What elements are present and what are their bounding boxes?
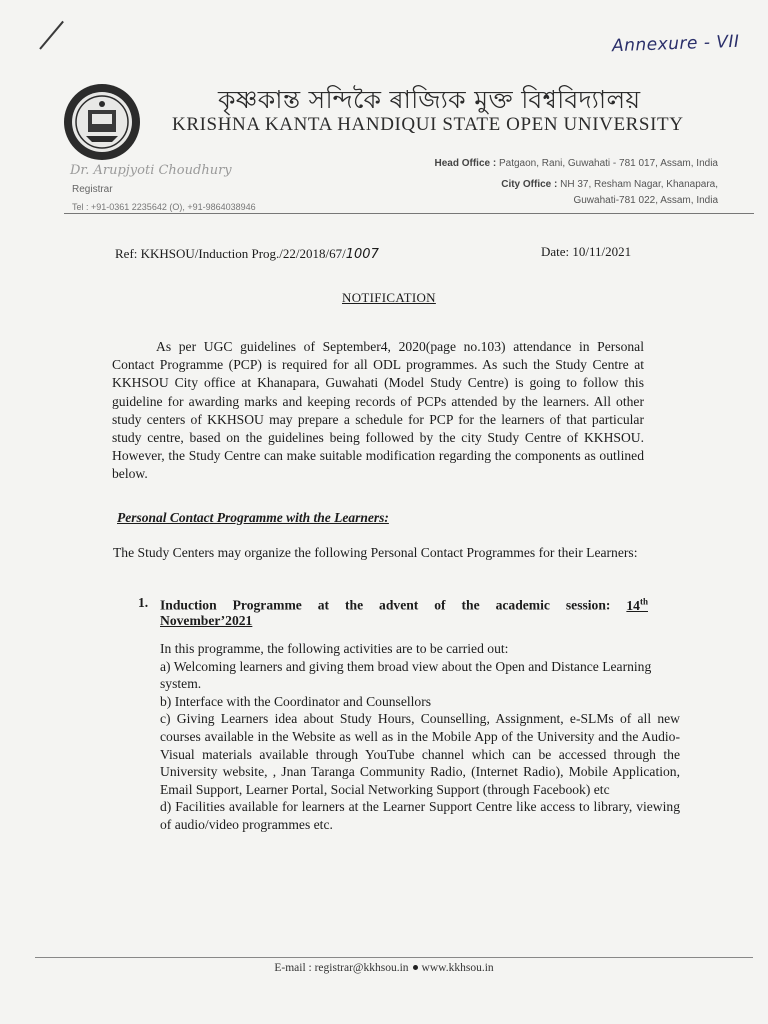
head-office-address: [360, 158, 718, 169]
university-seal-icon: [62, 82, 142, 162]
telephone: Tel : +91-0361 2235642 (O), +91-9864038946: [72, 202, 256, 212]
section-heading: Personal Contact Programme with the Learners:: [117, 510, 389, 525]
activities-list: [160, 640, 680, 834]
footer-email: E-mail : registrar@kkhsou.in: [274, 962, 409, 974]
activities-intro: In this programme, the following activities are to be carried out:: [160, 641, 509, 656]
activity-d: d) Facilities available for learners at the Learner Support Centre like access to library, viewing of audio/video programmes etc.: [160, 799, 680, 832]
item-number: 1.: [138, 595, 149, 610]
signatory-role: Registrar: [72, 184, 113, 195]
annexure-annotation: Annexure - VII: [611, 31, 740, 57]
activity-c: c) Giving Learners idea about Study Hours, Counselling, Assignment, e-SLMs of all new courses available in the Website as well as in the Mobile App of the University and the Audio-Visual materials available through YouTube channel which can be accessed through the University website, , Jnan Taranga Community Radio, (Internet Radio), Mobile Application, Email Support, Learner Portal, Social Networking Support (through Facebook) etc: [160, 711, 680, 797]
footer-contact: [0, 962, 768, 974]
pen-mark: [39, 21, 64, 50]
reference-text: Ref: KKHSOU/Induction Prog./22/2018/67/: [115, 246, 346, 261]
footer-divider: [35, 957, 753, 958]
city-office-value-line1: NH 37, Resham Nagar, Khanapara,: [560, 179, 718, 190]
item-date-month: November’2021: [160, 613, 253, 628]
header-divider: [64, 213, 754, 214]
signatory-name: Dr. Arupjyoti Choudhury: [70, 163, 232, 178]
section-intro: The Study Centers may organize the following Personal Contact Programmes for their Learners:: [113, 545, 638, 560]
body-paragraph: As per UGC guidelines of September4, 2020(page no.103) attendance in Personal Contact Programme (PCP) is required for all ODL programmes. As such the Study Centre at KKHSOU City office at Khanapara, Guwahati (Model Study Centre) is going to follow this guideline for awarding marks and keeping records of PCPs attended by the learners. All other study centers of KKHSOU may prepare a schedule for PCP for the learners of that particular study centre, based on the guidelines being followed by the city Study Centre of KKHSOU. However, the Study Centre can make suitable modification regarding the components as outlined below.: [112, 339, 644, 482]
city-office-value-line2: Guwahati-781 022, Assam, India: [573, 195, 718, 206]
university-title-english: KRISHNA KANTA HANDIQUI STATE OPEN UNIVERSITY: [172, 114, 684, 135]
activity-b: b) Interface with the Coordinator and Counsellors: [160, 693, 432, 709]
notice-date: Date: 10/11/2021: [541, 244, 632, 259]
reference-handwritten: 1007: [345, 247, 379, 262]
item-heading: [160, 591, 648, 616]
city-office-label: City Office :: [501, 179, 558, 190]
city-office-address: [360, 179, 718, 190]
head-office-label: Head Office :: [434, 158, 497, 169]
item-heading-text: Induction Programme at the advent of the academic session:: [160, 597, 611, 613]
head-office-value: Patgaon, Rani, Guwahati - 781 017, Assam, India: [498, 158, 718, 169]
footer-website: www.kkhsou.in: [421, 962, 494, 974]
university-title-bengali: কৃষ্ণকান্ত সন্দিকৈ ৰাজ্যিক মুক্ত বিশ্ববিদ্যালয়: [218, 85, 641, 114]
reference-number: [115, 246, 379, 262]
item-date-day: 14: [626, 597, 640, 613]
bullet-icon: [413, 965, 418, 970]
activity-a: a) Welcoming learners and giving them broad view about the Open and Distance Learning system.: [160, 658, 652, 692]
notice-title: NOTIFICATION: [342, 290, 436, 305]
item-date-suffix: th: [639, 596, 648, 606]
